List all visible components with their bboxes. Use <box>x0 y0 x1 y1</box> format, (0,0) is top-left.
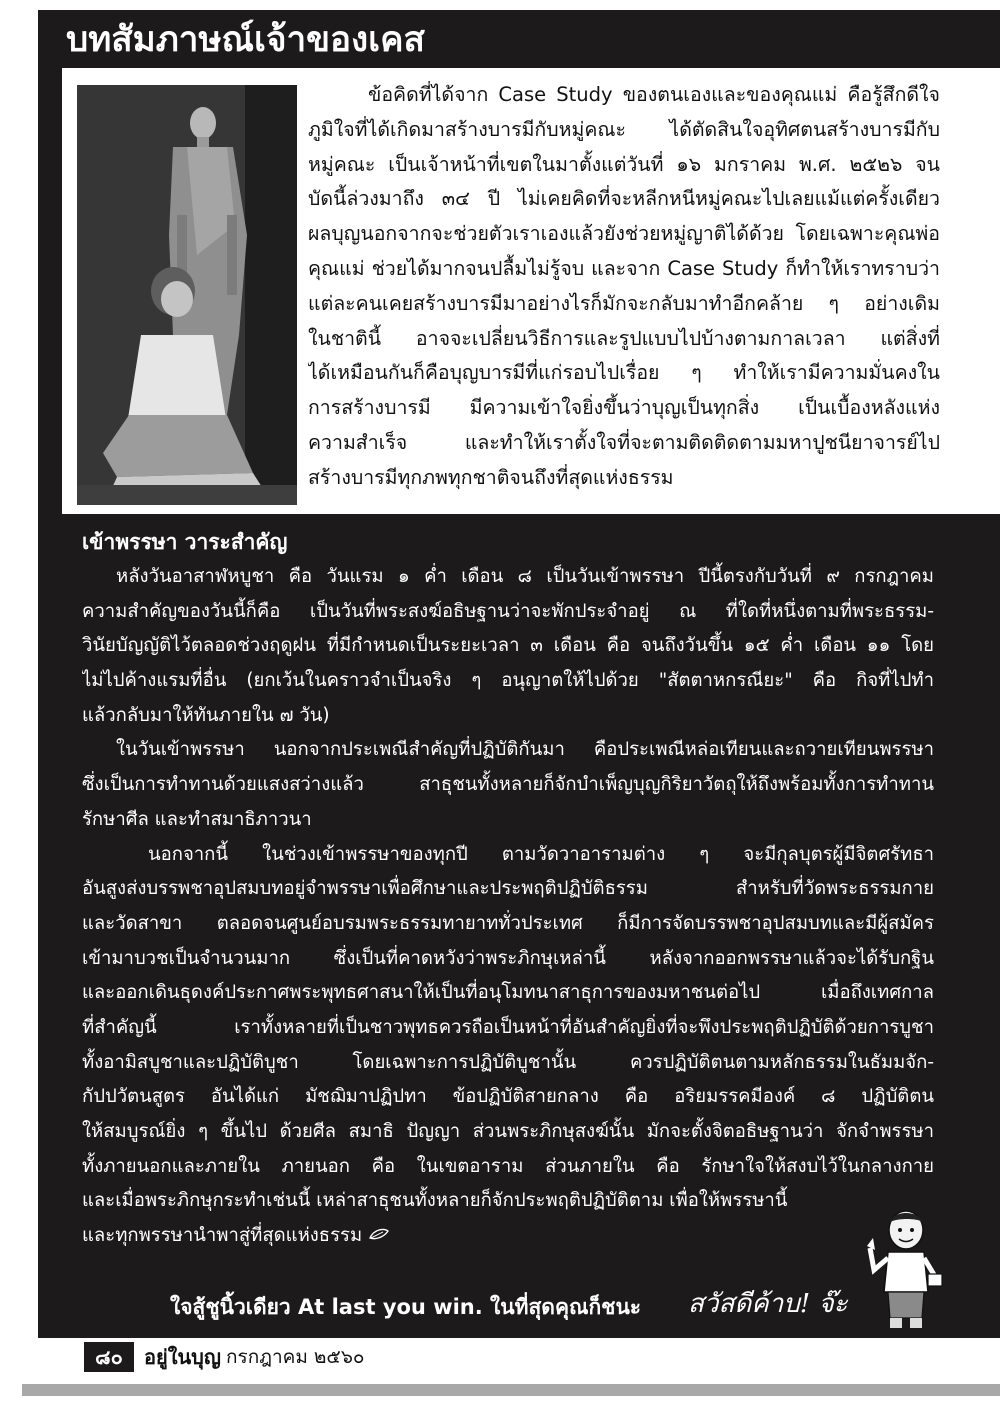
paragraph-line: ที่สำคัญนี้ เราทั้งหลายที่เป็นชาวพุทธควรถือเป็นหน้าที่อันสำคัญยิ่งที่จะพึงประพฤติปฏิบัติด้วยการบูชา <box>82 1016 934 1038</box>
section-heading: เข้าพรรษา วาระสำคัญ <box>82 530 288 554</box>
intro-line: ได้เหมือนกันก็คือบุญบารมีที่แก่รอบไปเรื่อย ๆ ทำให้เรามีความมั่นคงใน <box>308 361 940 385</box>
paragraph-line: รักษาศีล และทำสมาธิภาวนา <box>82 808 312 830</box>
paragraph-line: นอกจากนี้ ในช่วงเข้าพรรษาของทุกปี ตามวัดวาอารามต่าง ๆ จะมีกุลบุตรผู้มีจิตศรัทธา <box>148 843 934 865</box>
portrait-photo-image <box>77 85 297 505</box>
paragraph-line: กัปปวัตนสูตร อันได้แก่ มัชฌิมาปฏิปทา ข้อปฏิบัติสายกลาง คือ อริยมรรคมีองค์ ๘ ปฏิบัติตน <box>82 1086 934 1108</box>
intro-line: ภูมิใจที่ได้เกิดมาสร้างบารมีกับหมู่คณะ ได้ตัดสินใจอุทิศตนสร้างบารมีกับ <box>308 117 940 141</box>
paragraph-line: และเมื่อพระภิกษุกระทำเช่นนี้ เหล่าสาธุชนทั้งหลายก็จักประพฤติปฏิบัติตาม เพื่อให้พรรษานี้ <box>82 1190 788 1212</box>
issue-date: กรกฎาคม ๒๕๖๐ <box>226 1346 365 1368</box>
author-signature: สวัสดีค้าบ! จ๊ะ <box>688 1289 848 1319</box>
paragraph-line: แล้วกลับมาให้ทันภายใน ๗ วัน) <box>82 704 330 726</box>
closing-motto: ใจสู้ชูนิ้วเดียว At last you win. ในที่สุดคุณก็ชนะ <box>170 1295 642 1319</box>
paragraph-line: ทั้งอามิสบูชาและปฏิบัติบูชา โดยเฉพาะการปฏิบัติบูชานั้น ควรปฏิบัติตนตามหลักธรรมในธัมมจัก- <box>82 1051 934 1073</box>
paragraph-line: เข้ามาบวชเป็นจำนวนมาก ซึ่งเป็นที่คาดหวังว่าพระภิกษุเหล่านี้ หลังจากออกพรรษาแล้วจะได้รับกฐิน <box>82 947 934 969</box>
paragraph-line: ให้สมบูรณ์ยิ่ง ๆ ขึ้นไป ด้วยศีล สมาธิ ปัญญา ส่วนพระภิกษุสงฆ์นั้น มักจะตั้งจิตอธิษฐานว่า จักจำพรรษา <box>82 1121 934 1142</box>
paragraph-line: หลังวันอาสาฬหบูชา คือ วันแรม ๑ ค่ำ เดือน ๘ เป็นวันเข้าพรรษา ปีนี้ตรงกับวันที่ ๙ กรกฎาคม <box>116 566 934 587</box>
paragraph-line: และออกเดินธุดงค์ประกาศพระพุทธศาสนาให้เป็นที่อนุโมทนาสาธุการของมหาชนต่อไป เมื่อถึงเทศกาล <box>82 982 934 1004</box>
intro-line: หมู่คณะ เป็นเจ้าหน้าที่เขตในมาตั้งแต่วันที่ ๑๖ มกราคม พ.ศ. ๒๕๒๖ จน <box>308 152 940 176</box>
intro-line: ความสำเร็จ และทำให้เราตั้งใจที่จะตามติดติดตามมหาปูชนียาจารย์ไป <box>308 430 940 454</box>
leaf-end-mark-icon <box>368 1219 390 1254</box>
intro-line: แต่ละคนเคยสร้างบารมีมาอย่างไรก็มักจะกลับมาทำอีกคล้าย ๆ อย่างเดิม <box>308 291 940 315</box>
thumbs-up-cartoon-icon <box>866 1208 948 1332</box>
paragraph-line: ซึ่งเป็นการทำทานด้วยแสงสว่างแล้ว สาธุชนทั้งหลายก็จักบำเพ็ญบุญกิริยาวัตถุให้ถึงพร้อมทั้งการทำทาน <box>82 774 934 796</box>
paragraph-final-text: และทุกพรรษานำพาสู่ที่สุดแห่งธรรม <box>82 1225 363 1247</box>
portrait-photo <box>77 85 297 505</box>
intro-line: สร้างบารมีทุกภพทุกชาติจนถึงที่สุดแห่งธรรม <box>308 465 674 489</box>
intro-line: ในชาตินี้ อาจจะเปลี่ยนวิธีการและรูปแบบไปบ้างตามกาลเวลา แต่สิ่งที่ <box>308 326 940 350</box>
intro-line: บัดนี้ล่วงมาถึง ๓๔ ปี ไม่เคยคิดที่จะหลีกหนีหมู่คณะไปเลยแม้แต่ครั้งเดียว <box>308 187 940 211</box>
publication-name: อยู่ในบุญ <box>144 1345 221 1369</box>
paragraph-line: ในวันเข้าพรรษา นอกจากประเพณีสำคัญที่ปฏิบัติกันมา คือประเพณีหล่อเทียนและถวายเทียนพรรษา <box>116 739 934 761</box>
paragraph-line: ทั้งภายนอกและภายใน ภายนอก คือ ในเขตอาราม ส่วนภายใน คือ รักษาใจให้สงบไว้ในกลางกาย <box>82 1155 934 1177</box>
paragraph-line-final <box>82 1219 934 1254</box>
intro-text <box>308 78 940 496</box>
paragraph-line: ความสำคัญของวันนี้ก็คือ เป็นวันที่พระสงฆ์อธิษฐานว่าจะพักประจำอยู่ ณ ที่ใดที่หนึ่งตามที่พระธรรม- <box>82 600 934 622</box>
paragraph-line: และวัดสาขา ตลอดจนศูนย์อบรมพระธรรมทายาททั่วประเทศ ก็มีการจัดบรรพชาอุปสมบทและมีผู้สมัคร <box>82 912 934 934</box>
page-number: ๘๐ <box>84 1342 134 1372</box>
paragraph-line: อันสูงส่งบรรพชาอุปสมบทอยู่จำพรรษาเพื่อศึกษาและประพฤติปฏิบัติธรรม สำหรับที่วัดพระธรรมกาย <box>82 878 934 900</box>
page-title: บทสัมภาษณ์เจ้าของเคส <box>66 20 425 60</box>
intro-line: การสร้างบารมี มีความเข้าใจยิ่งขึ้นว่าบุญเป็นทุกสิ่ง เป็นเบื้องหลังแห่ง <box>308 396 940 420</box>
paragraph-line: วินัยบัญญัติไว้ตลอดช่วงฤดูฝน ที่มีกำหนดเป็นระยะเวลา ๓ เดือน คือ จนถึงวันขึ้น ๑๕ ค่ำ เดือน ๑๑ โดย <box>82 635 934 657</box>
intro-line: คุณแม่ ช่วยได้มากจนปลื้มไม่รู้จบ และจาก Case Study ก็ทำให้เราทราบว่า <box>308 256 940 280</box>
intro-line: ข้อคิดที่ได้จาก Case Study ของตนเองและของคุณแม่ คือรู้สึกดีใจ <box>368 83 940 106</box>
paragraph-line: ไม่ไปค้างแรมที่อื่น (ยกเว้นในคราวจำเป็นจริง ๆ อนุญาตให้ไปด้วย "สัตตาหกรณียะ" คือ กิจที่ไปทำ <box>82 670 934 692</box>
intro-line: ผลบุญนอกจากจะช่วยตัวเราเองแล้วยังช่วยหมู่ญาติได้ด้วย โดยเฉพาะคุณพ่อ <box>308 222 940 246</box>
bottom-rule <box>22 1384 1000 1396</box>
article-body <box>82 524 934 1254</box>
